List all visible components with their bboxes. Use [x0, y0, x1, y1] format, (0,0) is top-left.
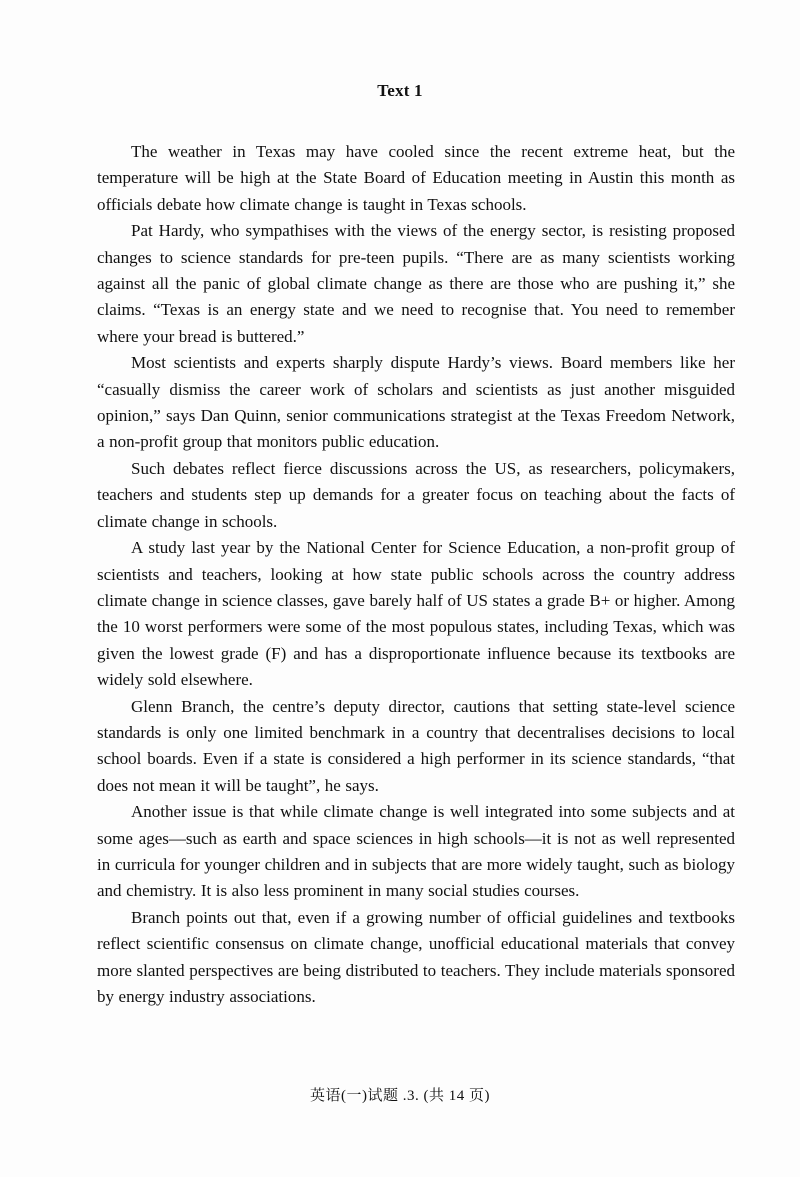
page-title: Text 1 — [377, 81, 423, 100]
paragraph-3: Most scientists and experts sharply dispute Hardy’s views. Board members like her “casually dismiss the career work of scholars and scientists as just another misguided opinion,” says Dan Quinn, senior communications strategist at the Texas Freedom Network, a non-profit group that monitors public education. — [97, 353, 735, 452]
page-footer: 英语(一)试题 .3. (共 14 页) — [310, 1088, 490, 1104]
paragraph-8: Branch points out that, even if a growing number of official guidelines and textbooks reflect scientific consensus on climate change, unofficial educational materials that convey more slanted perspectives are being distributed to teachers. They include materials sponsored by energy industry associations. — [97, 907, 735, 1006]
paragraph-1: The weather in Texas may have cooled since the recent extreme heat, but the temperature will be high at the State Board of Education meeting in Austin this month as officials debate how climate change is taught in Texas schools. — [97, 142, 735, 214]
paragraph-5: A study last year by the National Center for Science Education, a non-profit group of scientists and teachers, looking at how state public schools across the country address climate change in science classes, gave barely half of US states a grade B+ or higher. Among the 10 worst performers were some of the most populous states, including Texas, which was given the lowest grade (F) and has a disproportionate influence because its textbooks are widely sold elsewhere. — [97, 538, 735, 690]
paragraph-2: Pat Hardy, who sympathises with the views of the energy sector, is resisting proposed changes to science standards for pre-teen pupils. “There are as many scientists working against all the panic of global climate change as there are those who are pushing it,” she claims. “Texas is an energy state and we need to recognise that. You need to remember where your bread is buttered.” — [97, 221, 735, 346]
paragraph-7: Another issue is that while climate change is well integrated into some subjects and at some ages—such as earth and space sciences in high schools—it is not as well represented in curricula for younger children and in subjects that are more widely taught, such as biology and chemistry. It is also less prominent in many social studies courses. — [97, 802, 735, 901]
paragraph-4: Such debates reflect fierce discussions across the US, as researchers, policymakers, teachers and students step up demands for a greater focus on teaching about the facts of climate change in schools. — [97, 458, 735, 531]
paragraph-6: Glenn Branch, the centre’s deputy director, cautions that setting state-level science standards is only one limited benchmark in a country that decentralises decisions to local school boards. Even if a state is considered a high performer in its science standards, “that does not mean it will be taught”, he says. — [97, 696, 735, 795]
article-body — [97, 139, 735, 1010]
